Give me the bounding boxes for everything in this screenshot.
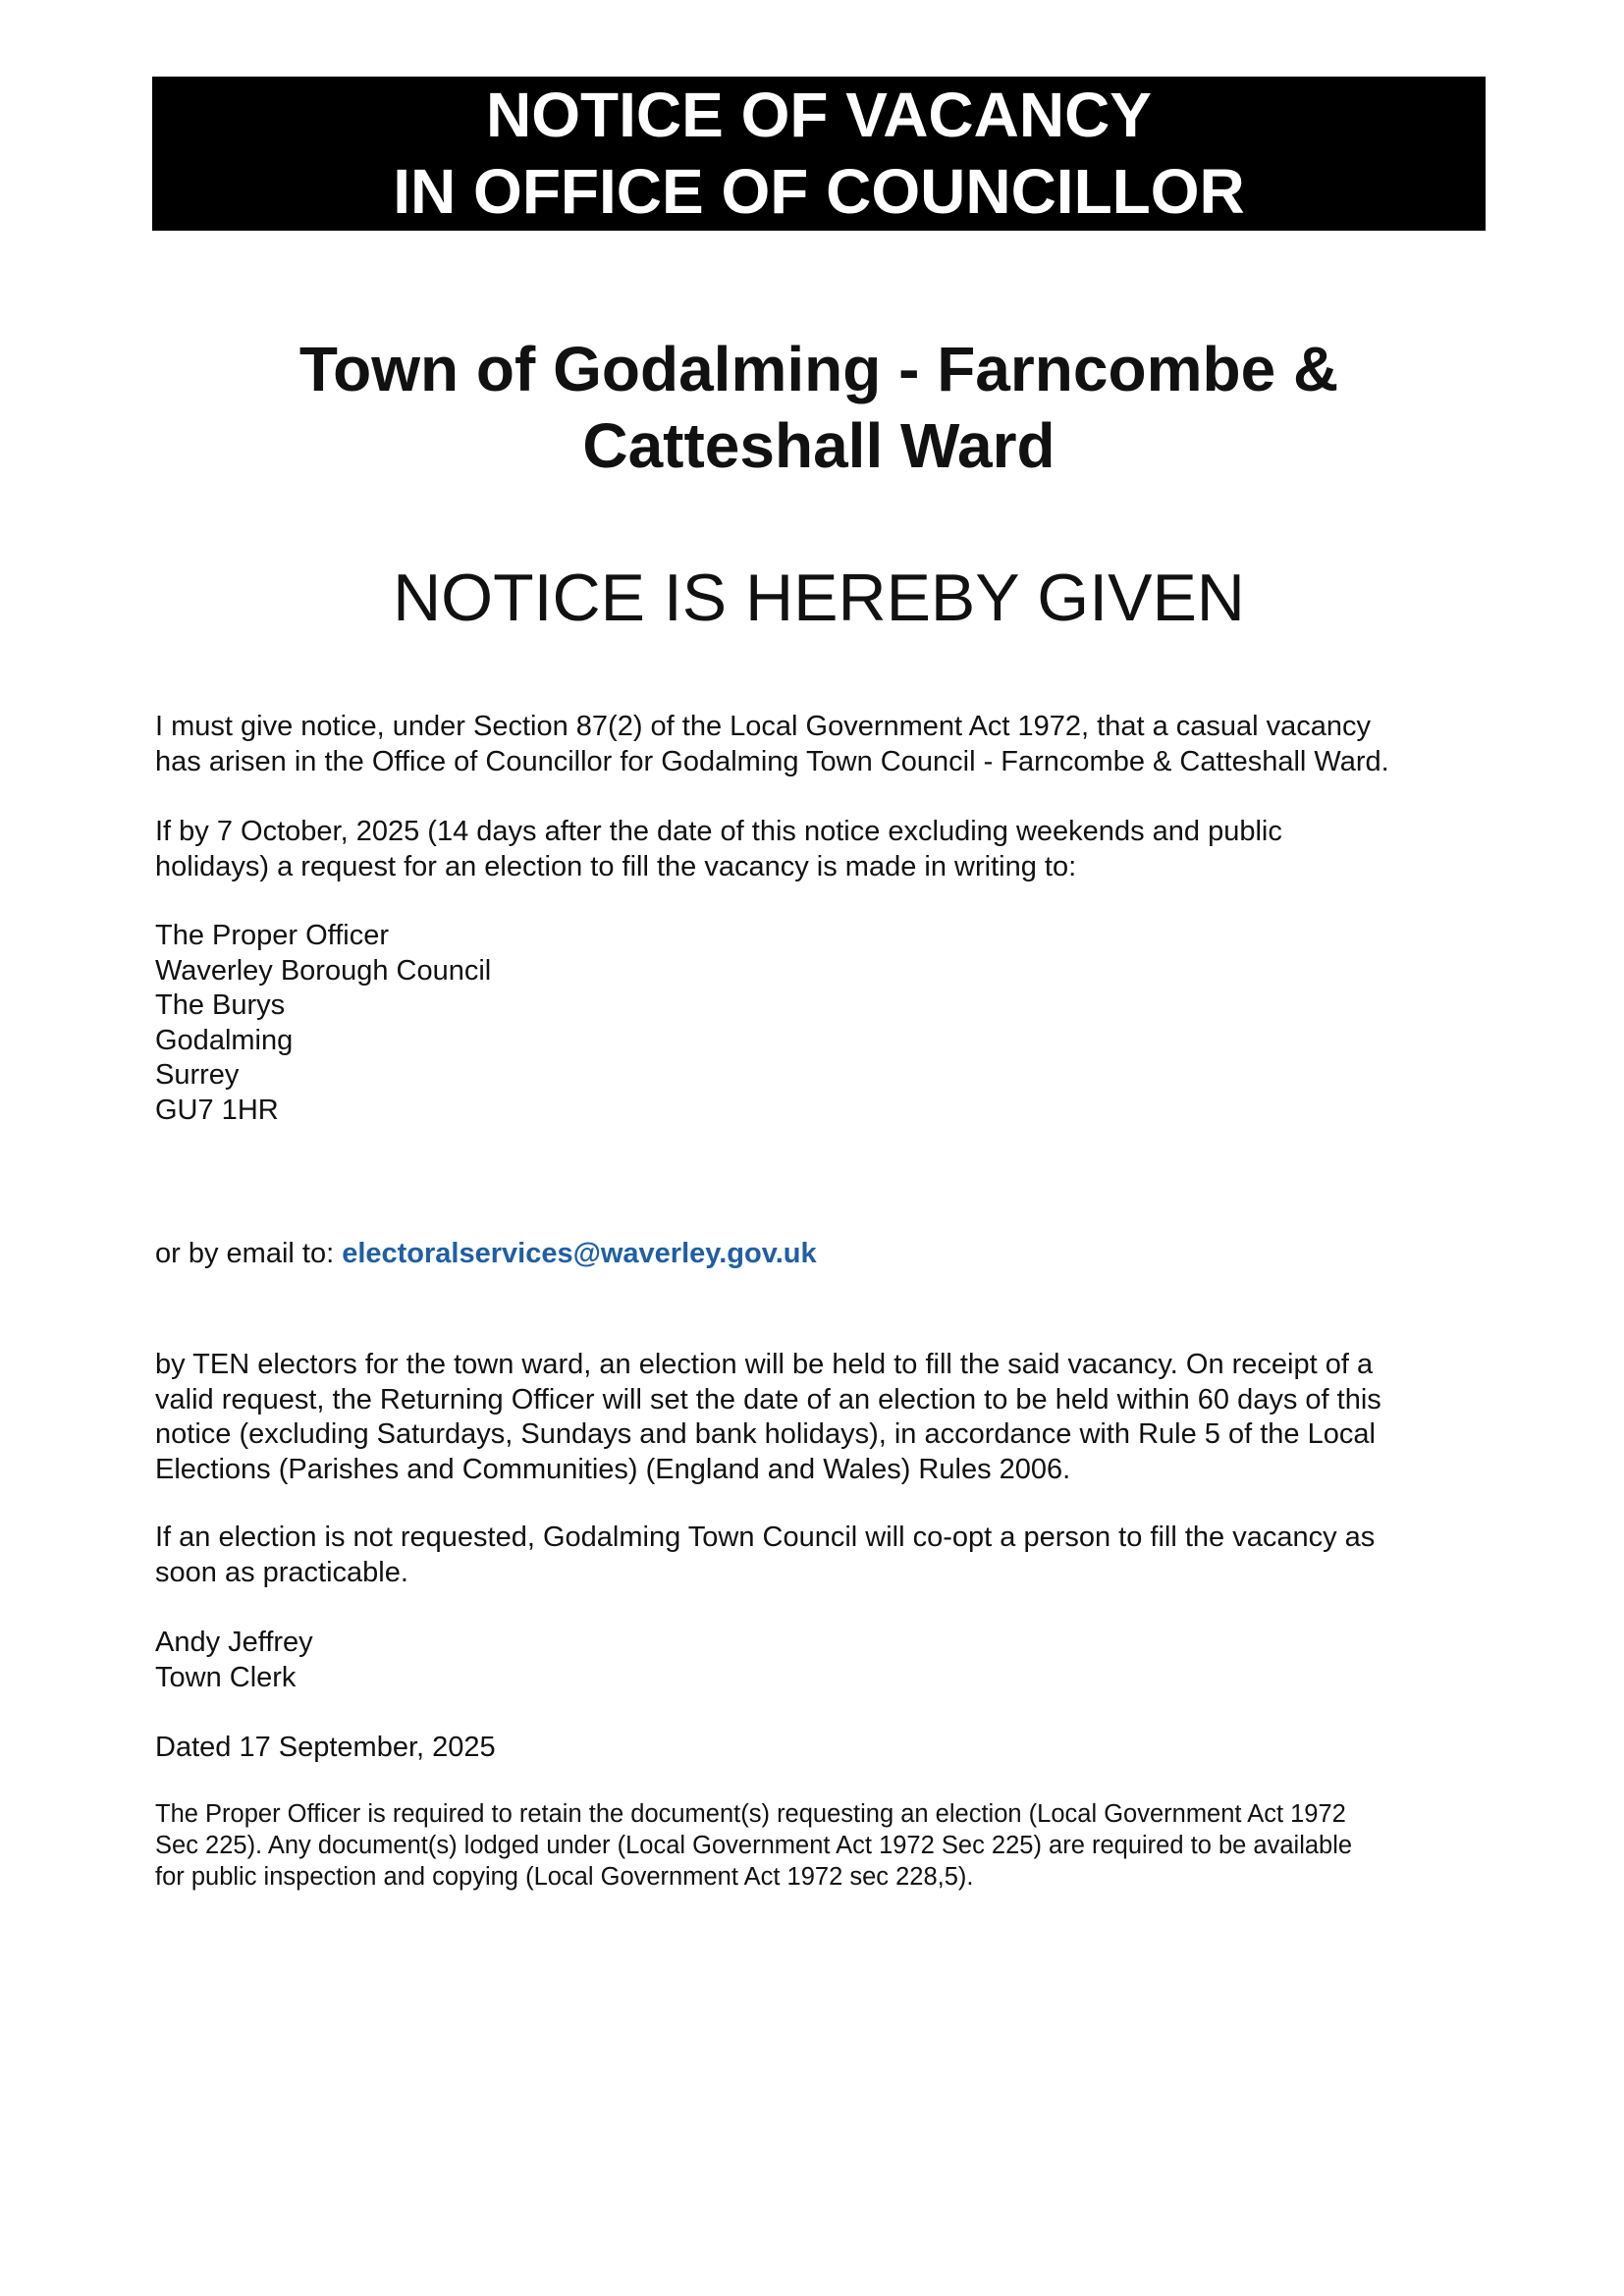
footnote-line: The Proper Officer is required to retain the document(s) requesting an election (Local Government Act 1972 <box>155 1800 1346 1828</box>
ward-title <box>152 331 1486 484</box>
text-line: Elections (Parishes and Communities) (England and Wales) Rules 2006. <box>155 1453 1071 1485</box>
text-line: valid request, the Returning Officer will set the date of an election to be held within 60 days of this <box>155 1383 1381 1415</box>
text-line: If by 7 October, 2025 (14 days after the date of this notice excluding weekends and public <box>155 816 1282 847</box>
signatory-role: Town Clerk <box>155 1661 297 1693</box>
address-line: Godalming <box>155 1024 294 1056</box>
address-line: The Burys <box>155 989 286 1021</box>
text-line: soon as practicable. <box>155 1556 408 1588</box>
email-prefix: or by email to: <box>155 1238 343 1269</box>
text-line: If an election is not requested, Godalming Town Council will co-opt a person to fill the vacancy as <box>155 1522 1376 1553</box>
title-line-2: Catteshall Ward <box>582 410 1056 481</box>
footnote-line: for public inspection and copying (Local Government Act 1972 sec 228,5). <box>155 1863 974 1891</box>
email-line <box>155 1237 1530 1272</box>
address-line: The Proper Officer <box>155 920 390 951</box>
paragraph-section-87 <box>155 710 1530 779</box>
banner-line-2: IN OFFICE OF COUNCILLOR <box>393 156 1245 227</box>
address-line: Surrey <box>155 1059 240 1091</box>
paragraph-deadline <box>155 815 1530 884</box>
address-line: GU7 1HR <box>155 1094 279 1126</box>
email-link[interactable]: electoralservices@waverley.gov.uk <box>342 1238 817 1269</box>
address-block <box>155 919 1530 1128</box>
text-line: has arisen in the Office of Councillor for Godalming Town Council - Farncombe & Catteshall Ward. <box>155 745 1389 777</box>
dated-line <box>155 1731 1530 1766</box>
footnote <box>155 1798 1530 1893</box>
banner-line-1: NOTICE OF VACANCY <box>486 80 1152 150</box>
paragraph-electors <box>155 1348 1530 1487</box>
signatory-name: Andy Jeffrey <box>155 1627 313 1658</box>
vacancy-banner <box>152 77 1486 231</box>
date-text: Dated 17 September, 2025 <box>155 1732 496 1763</box>
text-line: notice (excluding Saturdays, Sundays and bank holidays), in accordance with Rule 5 of the Local <box>155 1418 1376 1450</box>
signature-block <box>155 1626 1530 1695</box>
notice-heading: NOTICE IS HEREBY GIVEN <box>393 561 1245 635</box>
text-line: holidays) a request for an election to fill the vacancy is made in writing to: <box>155 850 1077 882</box>
text-line: I must give notice, under Section 87(2) of the Local Government Act 1972, that a casual vacancy <box>155 711 1372 742</box>
title-line-1: Town of Godalming - Farncombe & <box>298 334 1339 404</box>
text-line: by TEN electors for the town ward, an election will be held to fill the said vacancy. On receipt of a <box>155 1349 1374 1380</box>
footnote-line: Sec 225). Any document(s) lodged under (Local Government Act 1972 Sec 225) are required to be available <box>155 1832 1353 1859</box>
paragraph-co-opt <box>155 1521 1530 1590</box>
address-line: Waverley Borough Council <box>155 954 492 987</box>
